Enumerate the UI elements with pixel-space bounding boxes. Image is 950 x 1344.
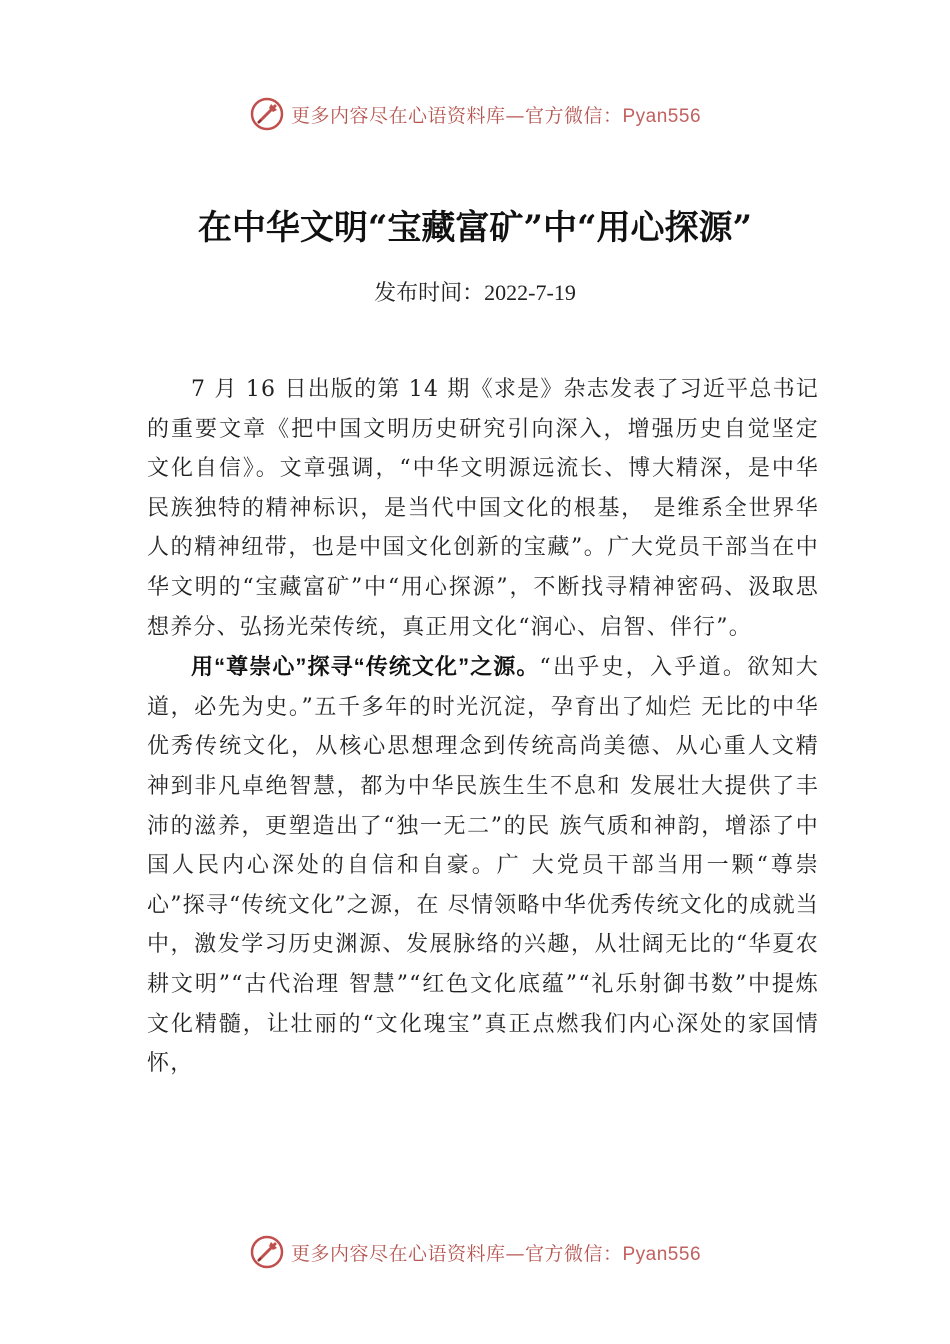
banner-text: 更多内容尽在心语资料库—官方微信：Pyan556 [290,104,702,127]
banner-text: 更多内容尽在心语资料库—官方微信：Pyan556 [290,1242,702,1265]
article-title: 在中华文明“宝藏富矿”中“用心探源” [197,208,753,248]
paragraph-1: 7 月 16 日出版的第 14 期《求是》杂志发表了习近平总书记的重要文章《把中国文明历史研究引向深入，增强历史自觉坚定文化自信》。文章强调，“中华文明源远流长、博大精深，是中华民族独特的精神标识，是当代中国文化的根基， 是维系全世界华人的精神纽带，也是中国文化创新的宝藏”。广大党员干部当在中华文明的“宝藏富矿”中“用心探源”，不断找寻精神密码、汲取思想养分、弘扬光荣传统，真正用文化“润心、启智、伴行”。 [147,377,819,640]
brand-logo-icon [249,96,285,132]
paragraph-2 [147,647,819,1084]
article-body [147,370,819,1084]
publish-date [0,276,950,307]
paragraph-2-text: “出乎史，入乎道。欲知大道，必先为史。”五千多年的时光沉淀，孕育出了灿烂 无比的中华优秀传统文化，从核心思想理念到传统高尚美德、从心重人文精神到非凡卓绝智慧，都为中华民族生生不息和 发展壮大提供了丰沛的滋养，更塑造出了“独一无二”的民 族气质和神韵，增添了中国人民内心深处的自信和自豪。广 大党员干部当用一颗“尊崇心”探寻“传统文化”之源，在 尽情领略中华优秀传统文化的成就当中，激发学习历史渊源、发展脉络的兴趣，从壮阔无比的“华夏农耕文明”“古代治理 智慧”“红色文化底蕴”“礼乐射御书数”中提炼文化精髓，让壮丽的“文化瑰宝”真正点燃我们内心深处的家国情怀， [147,655,819,1077]
brand-logo-icon [249,1234,285,1270]
banner-brand: Pyan556 [622,105,702,127]
paragraph-2-lead: 用“尊崇心”探寻“传统文化”之源。 [191,654,540,680]
banner-brand: Pyan556 [622,1243,702,1265]
date-label: 发布时间： [374,281,485,306]
header-banner [0,94,950,134]
footer-banner [0,1232,950,1272]
date-value: 2022-7-19 [484,280,576,305]
